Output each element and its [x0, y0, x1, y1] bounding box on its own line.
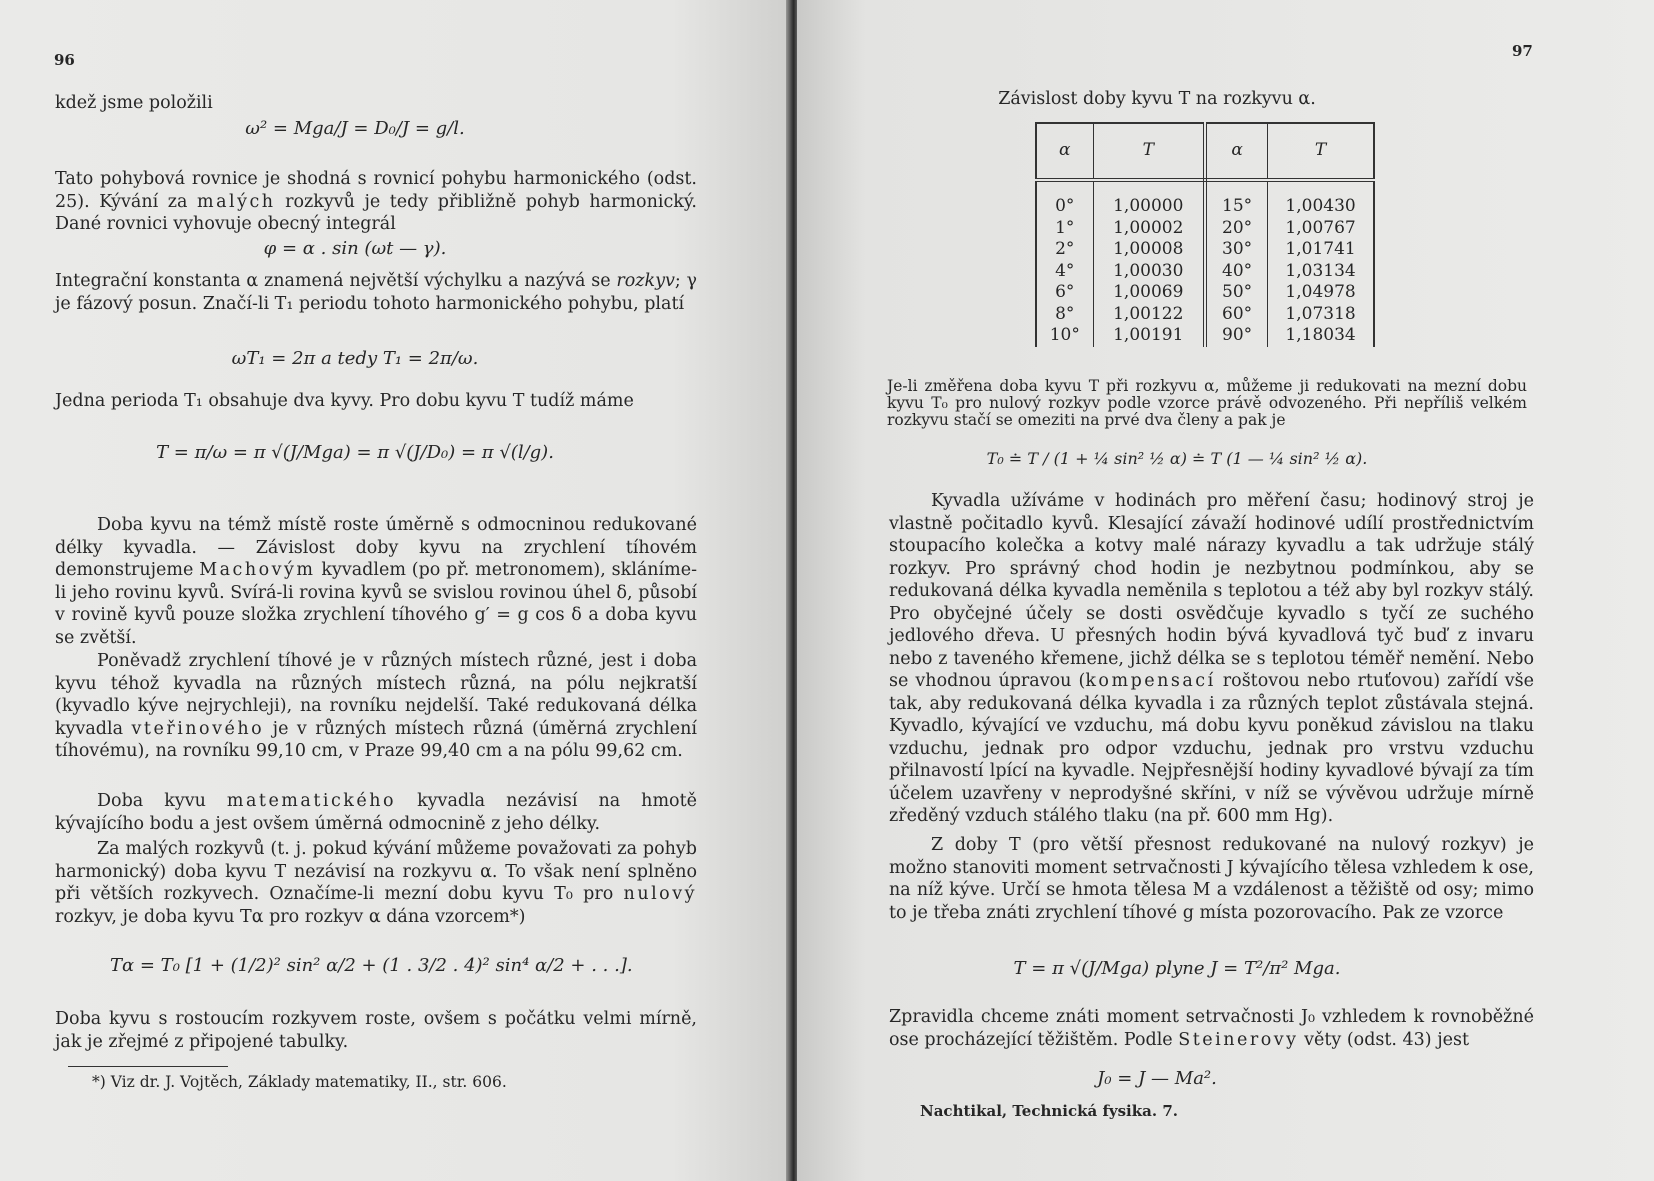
paragraph: Jedna perioda T₁ obsahuje dva kyvy. Pro dobu kyvu T tudíž máme [55, 391, 634, 411]
paragraph: Doba kyvu s rostoucím rozkyvem roste, ovšem s počátku velmi mírně, jak je zřejmé z připojené tabulky. [55, 1009, 697, 1052]
table-title: Závislost doby kyvu T na rozkyvu α. [998, 89, 1316, 109]
table-header: T [1093, 123, 1205, 180]
table-cell: 2° [1036, 239, 1093, 261]
table-cell: 1,00767 [1285, 217, 1356, 238]
table-cell: 40° [1205, 261, 1268, 283]
table-cell: 1,07318 [1285, 303, 1356, 324]
paragraph: Doba kyvu matematického kyvadla nezávisí na hmotě kývajícího bodu a jest ovšem úměrná odmocnině z jeho délky. [55, 791, 697, 834]
paragraph: Doba kyvu na témž místě roste úměrně s odmocninou redukované délky kyvadla. — Závislost doby kyvu na zrychlení tíhovém demonstrujeme Machovým kyvadlem (po př. metronomem), skláníme-li jeho rovinu kyvů. Svírá-li rovina kyvů se svislou rovinou úhel δ, působí v rovině kyvů pouze složka zrychlení tíhového g′ = g cos δ a doba kyvu se zvětší. [55, 515, 697, 648]
left-page [0, 0, 790, 1181]
paragraph: Je-li změřena doba kyvu T při rozkyvu α, můžeme ji redukovati na mezní dobu kyvu T₀ pro nulový rozkyv podle vzorce právě odvozeného. Při nepříliš velkém rozkyvu stačí se omeziti na prvé dva členy a pak je [887, 377, 1527, 429]
table-cell: 4° [1036, 261, 1093, 283]
table-header: T [1268, 123, 1374, 180]
equation: T = π √(J/Mga) plyne J = T²/π² Mga. [1013, 958, 1341, 979]
table-row [1036, 325, 1374, 347]
equation: T = π/ω = π √(J/Mga) = π √(J/D₀) = π √(l/g). [156, 442, 554, 463]
table-cell: 1,00000 [1093, 180, 1205, 218]
paragraph: Tato pohybová rovnice je shodná s rovnicí pohybu harmonického (odst. 25). Kývání za malých rozkyvů je tedy přibližně pohyb harmonický. Dané rovnici vyhovuje obecný integrál [55, 169, 697, 234]
table-cell: 1,00002 [1093, 218, 1205, 240]
table-row [1036, 218, 1374, 240]
table-cell: 50° [1205, 282, 1268, 304]
table-cell: 90° [1205, 325, 1268, 347]
signature-mark: Nachtikal, Technická fysika. 7. [920, 1102, 1178, 1120]
table-row [1036, 282, 1374, 304]
table-cell: 6° [1036, 282, 1093, 304]
dependency-table [1035, 122, 1375, 347]
table-cell: 8° [1036, 304, 1093, 326]
table-cell: 1,03134 [1285, 260, 1356, 281]
paragraph: Kyvadla užíváme v hodinách pro měření času; hodinový stroj je vlastně počitadlo kyvů. Klesající závaží hodinové udílí prostřednictvím stoupacího kolečka a kotvy malé nárazy kyvadlu a tak udržuje stálý rozkyv. Pro správný chod hodin je nezbytnou podmínkou, aby se redukovaná délka kyvadla neměnila s teplotou a též aby byl rozkyv stálý. Pro obyčejné účely se dosti osvědčuje kyvadlo s tyčí ze suchého jedlového dřeva. U přesných hodin bývá kyvadlová tyč buď z invaru nebo z taveného křemene, jichž délka se s teplotou téměř nemění. Nebo se vhodnou úpravou (kompensací roštovou nebo rtuťovou) zařídí vše tak, aby redukovaná délka kyvadla i za různých teplot zůstávala stejná. Kyvadlo, kývající ve vzduchu, má dobu kyvu poněkud závislou na tlaku vzduchu, jednak pro odpor vzduchu, jednak pro vrstvu vzduchu přilnavostí lpící na kyvadle. Nejpřesnější hodiny kyvadlové bývají za tím účelem uzavřeny v neprodyšné skříni, v níž se vývěvou udržuje mírně zředěný vzduch stálého tlaku (na př. 600 mm Hg). [889, 491, 1534, 826]
paragraph: Integrační konstanta α znamená největší výchylku a nazývá se rozkyv; γ je fázový posun. Značí-li T₁ periodu tohoto harmonického pohybu, platí [55, 271, 697, 314]
equation: J₀ = J — Ma². [1097, 1068, 1217, 1089]
table-cell: 1,00030 [1093, 261, 1205, 283]
table-cell: 20° [1205, 218, 1268, 240]
table-cell: 1,00191 [1093, 325, 1205, 347]
table-cell: 60° [1205, 304, 1268, 326]
table-cell: 1,18034 [1285, 325, 1356, 345]
page-number: 97 [1512, 42, 1533, 60]
right-page [797, 0, 1654, 1181]
table-cell: 15° [1205, 180, 1268, 218]
table-cell: 1,04978 [1285, 282, 1356, 302]
equation: ωT₁ = 2π a tedy T₁ = 2π/ω. [231, 348, 479, 369]
equation: φ = α . sin (ωt — γ). [263, 238, 447, 259]
paragraph: Zpravidla chceme znáti moment setrvačnosti J₀ vzhledem k rovnoběžné ose procházející těžištěm. Podle Steinerovy věty (odst. 43) jest [889, 1007, 1534, 1050]
footnote-rule [68, 1066, 228, 1067]
table-cell: 1° [1036, 218, 1093, 240]
table-cell: 1,00008 [1093, 239, 1205, 261]
paragraph: Z doby T (pro větší přesnost redukované na nulový rozkyv) je možno stanoviti moment setrvačnosti J kývajícího tělesa vzhledem k ose, na níž kýve. Určí se hmota tělesa M a vzdálenost a těžiště od osy; mimo to je třeba znáti zrychlení tíhové g místa pozorovacího. Pak ze vzorce [889, 835, 1534, 923]
table-cell: 0° [1036, 180, 1093, 218]
table-cell: 30° [1205, 239, 1268, 261]
table-row [1036, 304, 1374, 326]
table-header: α [1036, 123, 1093, 180]
paragraph: kdež jsme položili [55, 93, 213, 113]
table-row [1036, 261, 1374, 283]
paragraph: Poněvadž zrychlení tíhové je v různých místech různé, jest i doba kyvu téhož kyvadla na různých místech různá, na pólu nejkratší (kyvadlo kýve nejrychleji), na rovníku nejdelší. Také redukovaná délka kyvadla vteřinového je v různých místech různá (úměrná zrychlení tíhovému), na rovníku 99,10 cm, v Praze 99,40 cm a na pólu 99,62 cm. [55, 651, 697, 761]
table-cell: 1,00430 [1285, 196, 1356, 216]
table-header: α [1205, 123, 1268, 180]
table-cell: 1,01741 [1285, 239, 1356, 259]
equation: Tα = T₀ [1 + (1/2)² sin² α/2 + (1 . 3/2 . 4)² sin⁴ α/2 + . . .]. [110, 955, 633, 976]
table-cell: 1,00122 [1093, 304, 1205, 326]
equation: T₀ ≐ T / (1 + ¼ sin² ½ α) ≐ T (1 — ¼ sin² ½ α). [986, 449, 1368, 468]
paragraph: Za malých rozkyvů (t. j. pokud kývání můžeme považovati za pohyb harmonický) doba kyvu T nezávisí na rozkyvu α. To však není splněno při větších rozkyvech. Označíme-li mezní dobu kyvu T₀ pro nulový rozkyv, je doba kyvu Tα pro rozkyv α dána vzorcem*) [55, 839, 697, 927]
page-number: 96 [54, 51, 75, 69]
table-row [1036, 180, 1374, 218]
footnote: *) Viz dr. J. Vojtěch, Základy matematiky, II., str. 606. [92, 1073, 507, 1091]
table-cell: 1,00069 [1093, 282, 1205, 304]
table-cell: 10° [1036, 325, 1093, 347]
table-row [1036, 239, 1374, 261]
equation: ω² = Mga/J = D₀/J = g/l. [245, 118, 465, 139]
